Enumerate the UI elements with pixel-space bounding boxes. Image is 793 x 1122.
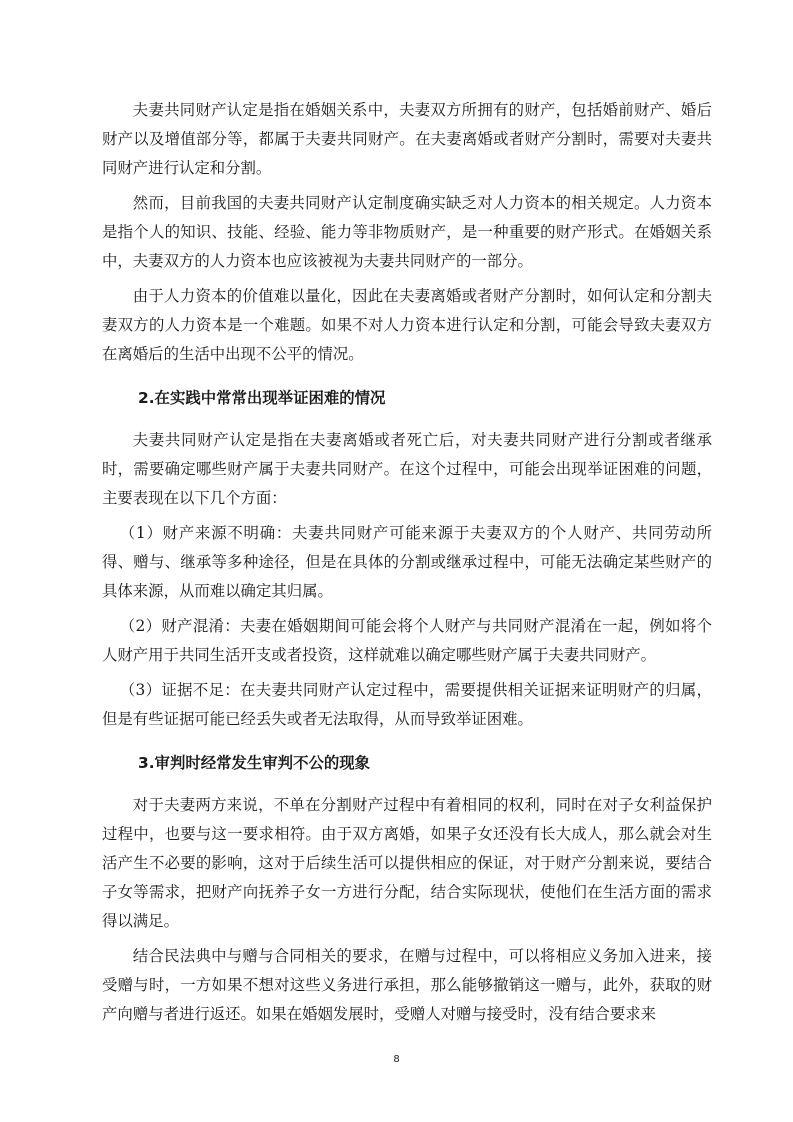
section2-paragraph-1: 夫妻共同财产认定是指在夫妻离婚或者死亡后，对夫妻共同财产进行分割或者继承时，需要确定哪些财产属于夫妻共同财产。在这个过程中，可能会出现举证困难的问题，主要表现在以下几个方面： [102, 431, 712, 507]
section2-list-item-3: （3）证据不足：在夫妻共同财产认定过程中，需要提供相关证据来证明财产的归属，但是有些证据可能已经丢失或者无法取得，从而导致举证困难。 [102, 681, 712, 728]
page-body [102, 96, 712, 1035]
page-number: 8 [393, 1054, 400, 1065]
section-heading-3: 3.审判时经常发生审判不公的现象 [138, 754, 371, 772]
paragraph-intro-1: 夫妻共同财产认定是指在婚姻关系中，夫妻双方所拥有的财产，包括婚前财产、婚后财产以及增值部分等，都属于夫妻共同财产。在夫妻离婚或者财产分割时，需要对夫妻共同财产进行认定和分割。 [102, 101, 712, 177]
section2-list-item-1: （1）财产来源不明确：夫妻共同财产可能来源于夫妻双方的个人财产、共同劳动所得、赠与、继承等多种途径，但是在具体的分割或继承过程中，可能无法确定某些财产的具体来源，从而难以确定其归属。 [102, 524, 712, 600]
paragraph-intro-3: 由于人力资本的价值难以量化，因此在夫妻离婚或者财产分割时，如何认定和分割夫妻双方的人力资本是一个难题。如果不对人力资本进行认定和分割，可能会导致夫妻双方在离婚后的生活中出现不公平的情况。 [102, 287, 712, 363]
paragraph-intro-2: 然而，目前我国的夫妻共同财产认定制度确实缺乏对人力资本的相关规定。人力资本是指个人的知识、技能、经验、能力等非物质财产，是一种重要的财产形式。在婚姻关系中，夫妻双方的人力资本也应该被视为夫妻共同财产的一部分。 [102, 194, 712, 270]
section3-paragraph-1: 对于夫妻两方来说，不单在分割财产过程中有着相同的权利，同时在对子女利益保护过程中，也要与这一要求相符。由于双方离婚，如果子女还没有长大成人，那么就会对生活产生不必要的影响，这对于后续生活可以提供相应的保证，对于财产分割来说，要结合子女等需求，把财产向抚养子女一方进行分配，结合实际现状，使他们在生活方面的需求得以满足。 [102, 796, 712, 930]
section-heading-2: 2.在实践中常常出现举证困难的情况 [138, 389, 386, 407]
section2-list-item-2: （2）财产混淆：夫妻在婚姻期间可能会将个人财产与共同财产混淆在一起，例如将个人财产用于共同生活开支或者投资，这样就难以确定哪些财产属于夫妻共同财产。 [102, 617, 712, 664]
section3-paragraph-2: 结合民法典中与赠与合同相关的要求，在赠与过程中，可以将相应义务加入进来，接受赠与时，一方如果不想对这些义务进行承担，那么能够撤销这一赠与，此外，获取的财产向赠与者进行返还。如果在婚姻发展时，受赠人对赠与接受时，没有结合要求来 [102, 947, 712, 1023]
